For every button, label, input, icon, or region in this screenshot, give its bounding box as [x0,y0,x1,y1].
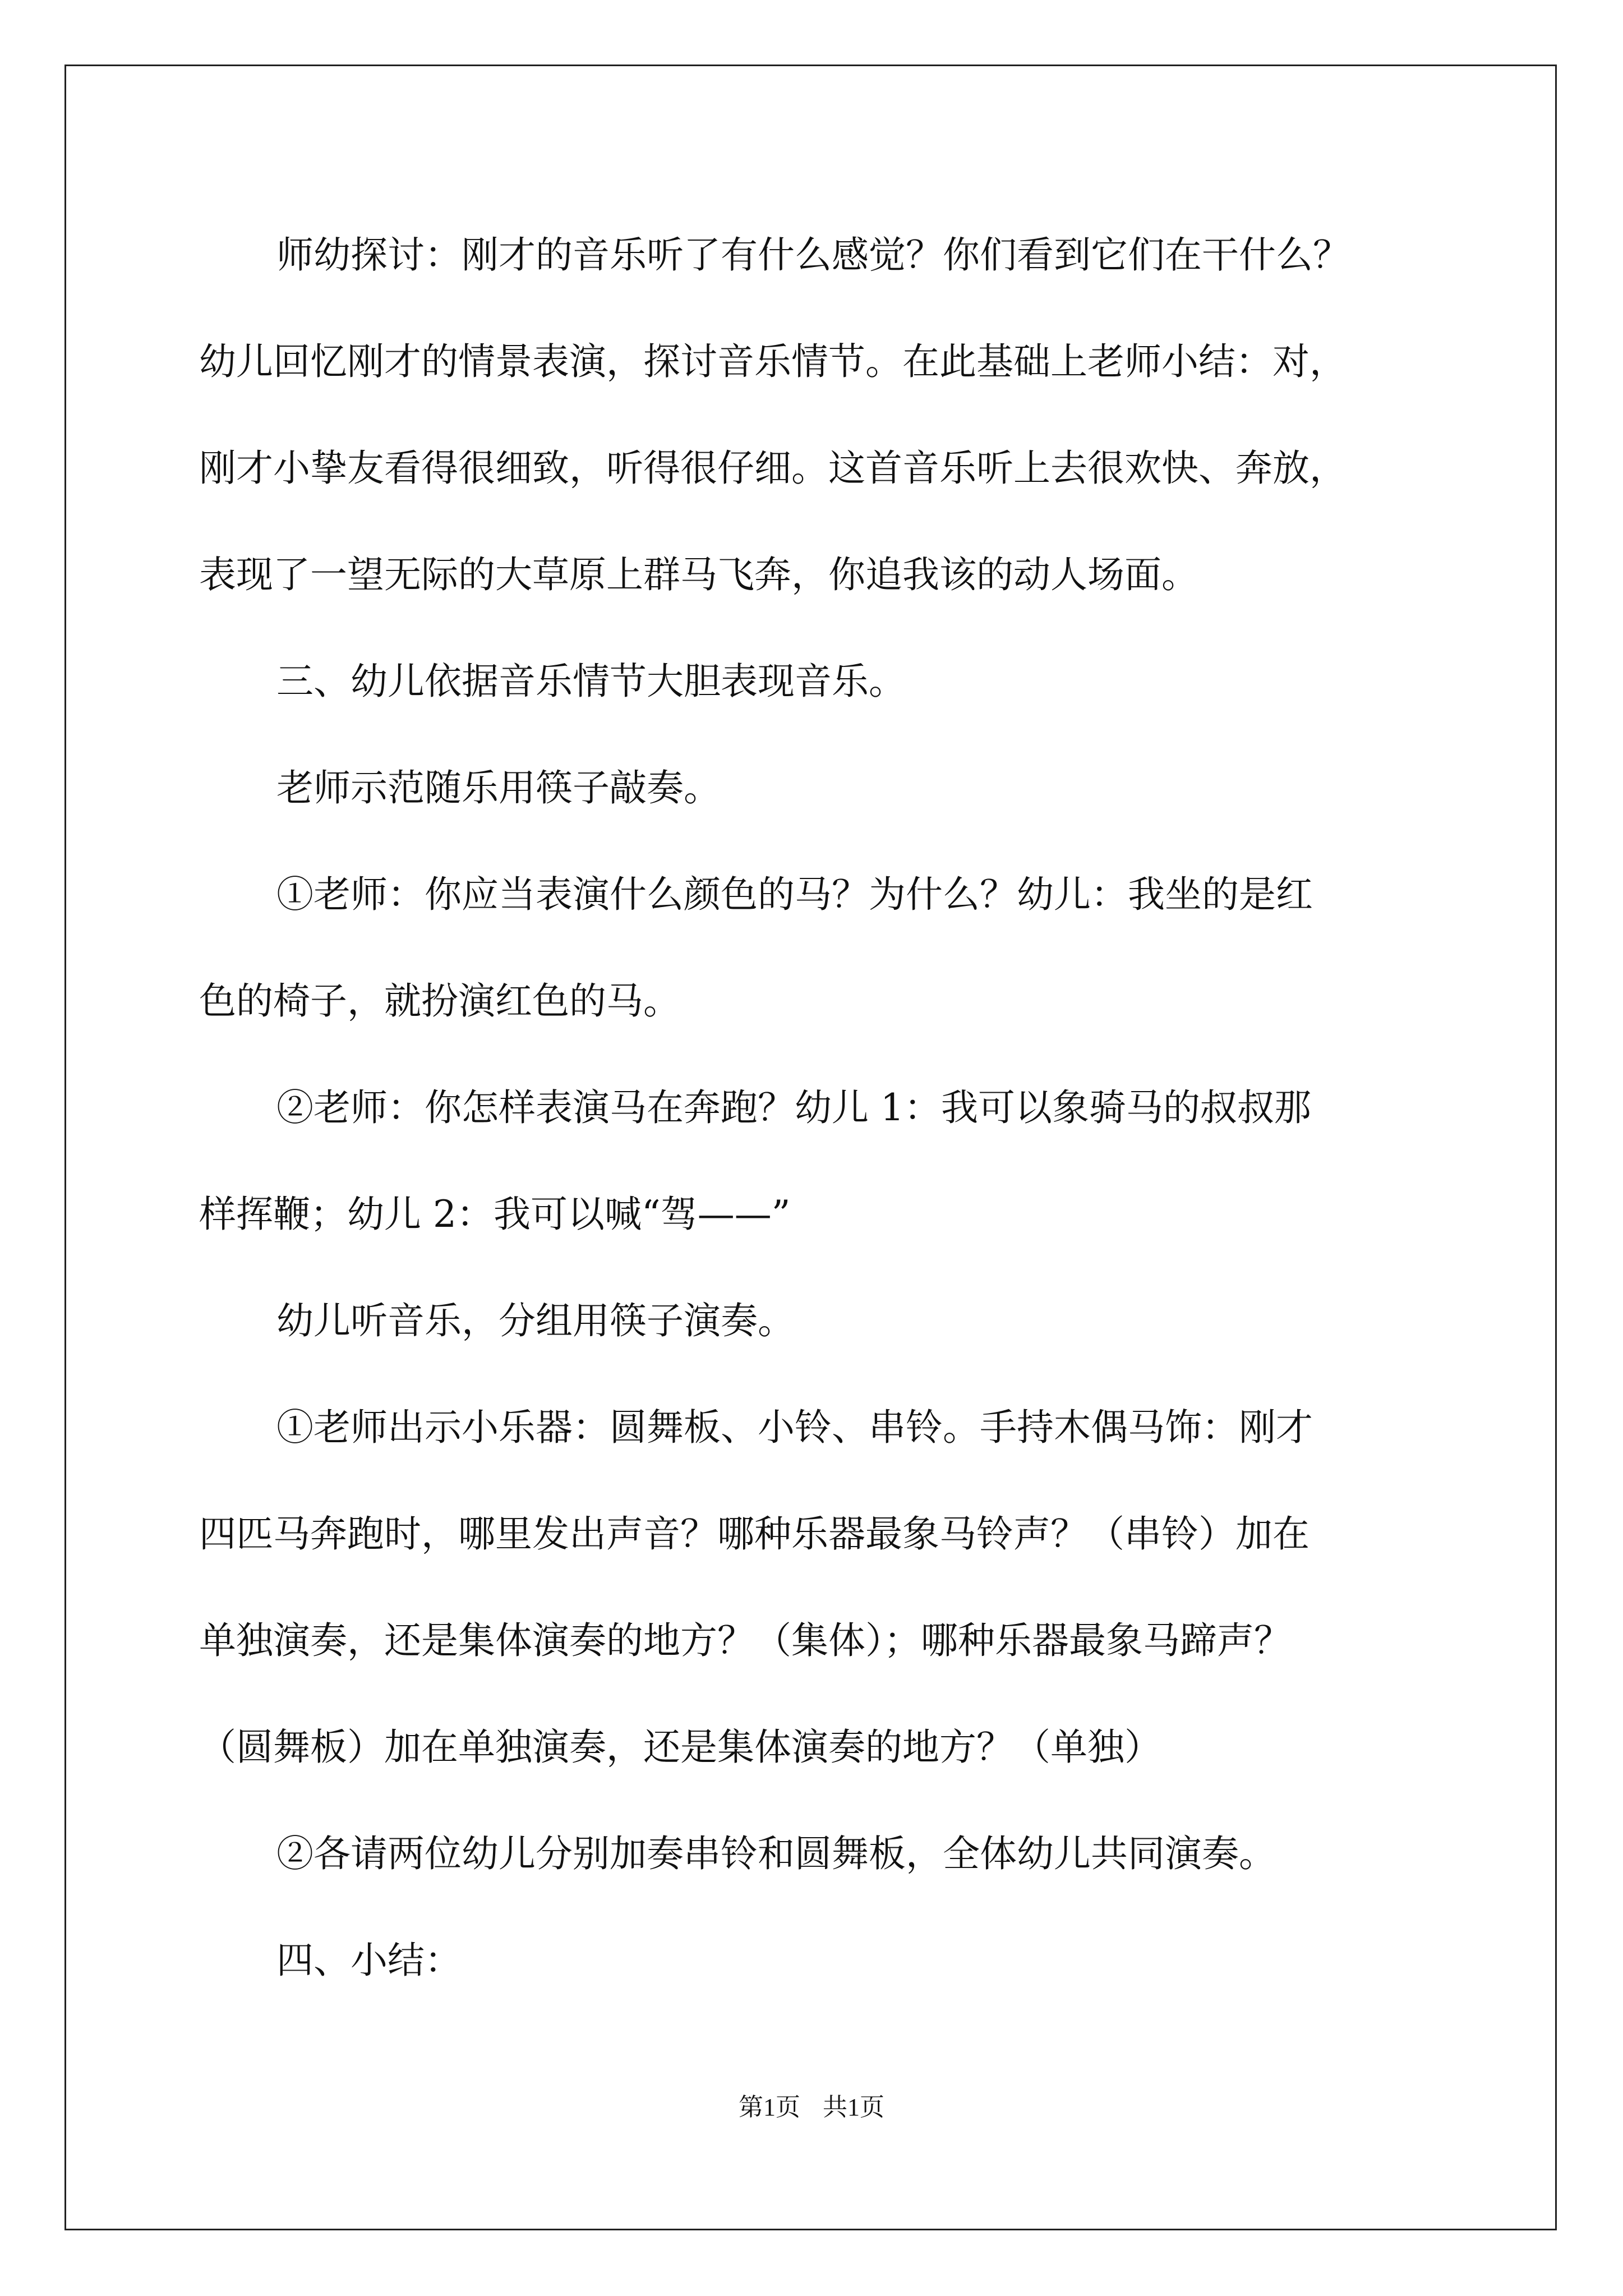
paragraph-line: （圆舞板）加在单独演奏，还是集体演奏的地方？（单独） [199,1726,1161,1769]
paragraph-line: 单独演奏，还是集体演奏的地方？（集体）；哪种乐器最象马蹄声？ [199,1619,1291,1662]
paragraph-line: 表现了一望无际的大草原上群马飞奔，你追我该的动人场面。 [199,553,1198,596]
paragraph-line: 幼儿听音乐，分组用筷子演奏。 [276,1299,795,1342]
page-number: 第1页 [739,2093,800,2121]
paragraph-line: 刚才小挚友看得很细致，听得很仔细。这首音乐听上去很欢快、奔放， [199,447,1347,490]
paragraph-line: ①老师出示小乐器：圆舞板、小铃、串铃。手持木偶马饰：刚才 [276,1406,1313,1449]
paragraph-line: 师幼探讨：刚才的音乐听了有什么感觉？你们看到它们在干什么？ [276,233,1350,277]
section-heading: 四、小结： [276,1939,462,1982]
paragraph-line: 色的椅子，就扮演红色的马。 [199,979,680,1023]
page-footer [0,2087,1623,2123]
paragraph-line: ②各请两位幼儿分别加奏串铃和圆舞板，全体幼儿共同演奏。 [276,1832,1276,1875]
page-total: 共1页 [823,2093,884,2121]
paragraph-line: 四匹马奔跑时，哪里发出声音？哪种乐器最象马铃声？（串铃）加在 [199,1512,1310,1556]
paragraph-line: 幼儿回忆刚才的情景表演，探讨音乐情节。在此基础上老师小结：对， [199,340,1347,383]
paragraph-line: 样挥鞭；幼儿 2：我可以喊“驾——” [199,1193,791,1236]
paragraph-line: 老师示范随乐用筷子敲奏。 [276,766,721,809]
paragraph-line: ①老师：你应当表演什么颜色的马？为什么？幼儿：我坐的是红 [276,873,1313,916]
document-body [199,202,1433,2014]
section-heading: 三、幼儿依据音乐情节大胆表现音乐。 [276,660,906,703]
paragraph-line: ②老师：你怎样表演马在奔跑？幼儿 1：我可以象骑马的叔叔那 [276,1086,1311,1129]
